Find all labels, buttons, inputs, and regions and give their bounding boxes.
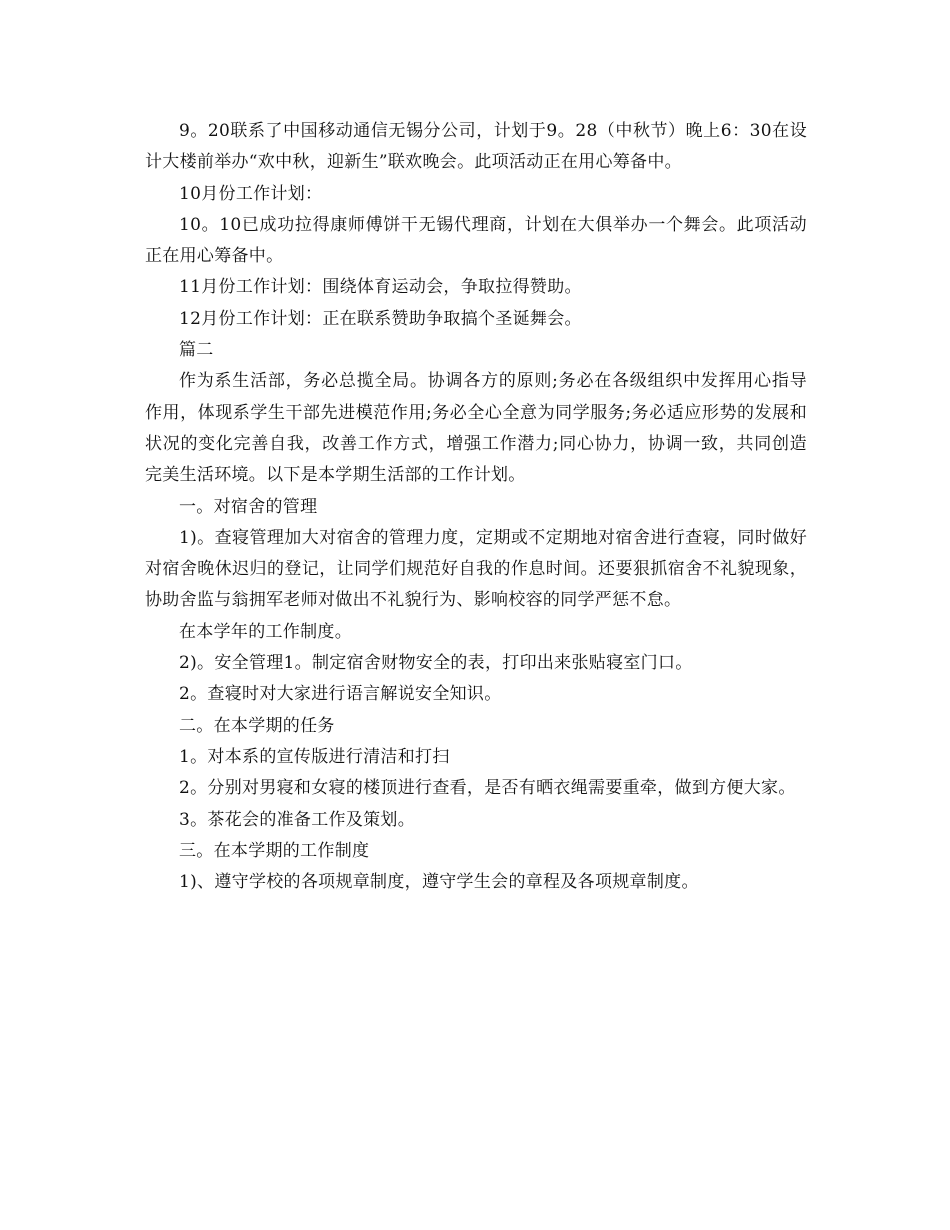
paragraph-intro: 作为系生活部，务必总揽全局。协调各方的原则;务必在各级组织中发挥用心指导作用，体现系学生干部先进模范作用;务必全心全意为同学服务;务必适应形势的发展和状况的变化完善自我，改善工作方式，增强工作潜力;同心协力，协调一致，共同创造完美生活环境。以下是本学期生活部的工作计划。 — [145, 371, 807, 486]
paragraph-task-rooftop: 2。分别对男寝和女寝的楼顶进行查看，是否有晒衣绳需要重牵，做到方便大家。 — [179, 778, 796, 799]
section-title-part-two: 篇二 — [179, 340, 214, 361]
heading-october-plan: 10月份工作计划： — [179, 183, 323, 204]
paragraph-rules: 1)、遵守学校的各项规章制度，遵守学生会的章程及各项规章制度。 — [179, 872, 699, 893]
heading-work-system: 三。在本学期的工作制度 — [179, 840, 370, 861]
paragraph-november-plan: 11月份工作计划：围绕体育运动会，争取拉得赞助。 — [179, 277, 582, 298]
heading-dorm-management: 一。对宿舍的管理 — [179, 496, 318, 517]
paragraph-safety-knowledge: 2。查寝时对大家进行语言解说安全知识。 — [179, 684, 502, 705]
paragraph-safety-management: 2)。安全管理1。制定宿舍财物安全的表，打印出来张贴寝室门口。 — [179, 653, 693, 674]
paragraph-year-system: 在本学年的工作制度。 — [179, 621, 352, 642]
paragraph-task-board: 1。对本系的宣传版进行清洁和打扫 — [179, 746, 450, 767]
heading-semester-tasks: 二。在本学期的任务 — [179, 715, 335, 736]
paragraph-sept-event: 9。20联系了中国移动通信无锡分公司，计划于9。28（中秋节）晚上6：30在设计大楼前举办“欢中秋，迎新生”联欢晚会。此项活动正在用心筹备中。 — [145, 121, 807, 173]
document-body — [145, 116, 807, 898]
paragraph-task-tea-party: 3。茶花会的准备工作及策划。 — [179, 809, 416, 830]
paragraph-december-plan: 12月份工作计划：正在联系赞助争取搞个圣诞舞会。 — [179, 308, 582, 329]
paragraph-dorm-inspection: 1)。查寝管理加大对宿舍的管理力度，定期或不定期地对宿舍进行查寝，同时做好对宿舍晚休迟归的登记，让同学们规范好自我的作息时间。还要狠抓宿舍不礼貌现象，协助舍监与翁拥军老师对做出不礼貌行为、影响校容的同学严惩不怠。 — [145, 527, 807, 611]
paragraph-october-event: 10。10已成功拉得康师傅饼干无锡代理商，计划在大俱举办一个舞会。此项活动正在用心筹备中。 — [145, 214, 807, 267]
